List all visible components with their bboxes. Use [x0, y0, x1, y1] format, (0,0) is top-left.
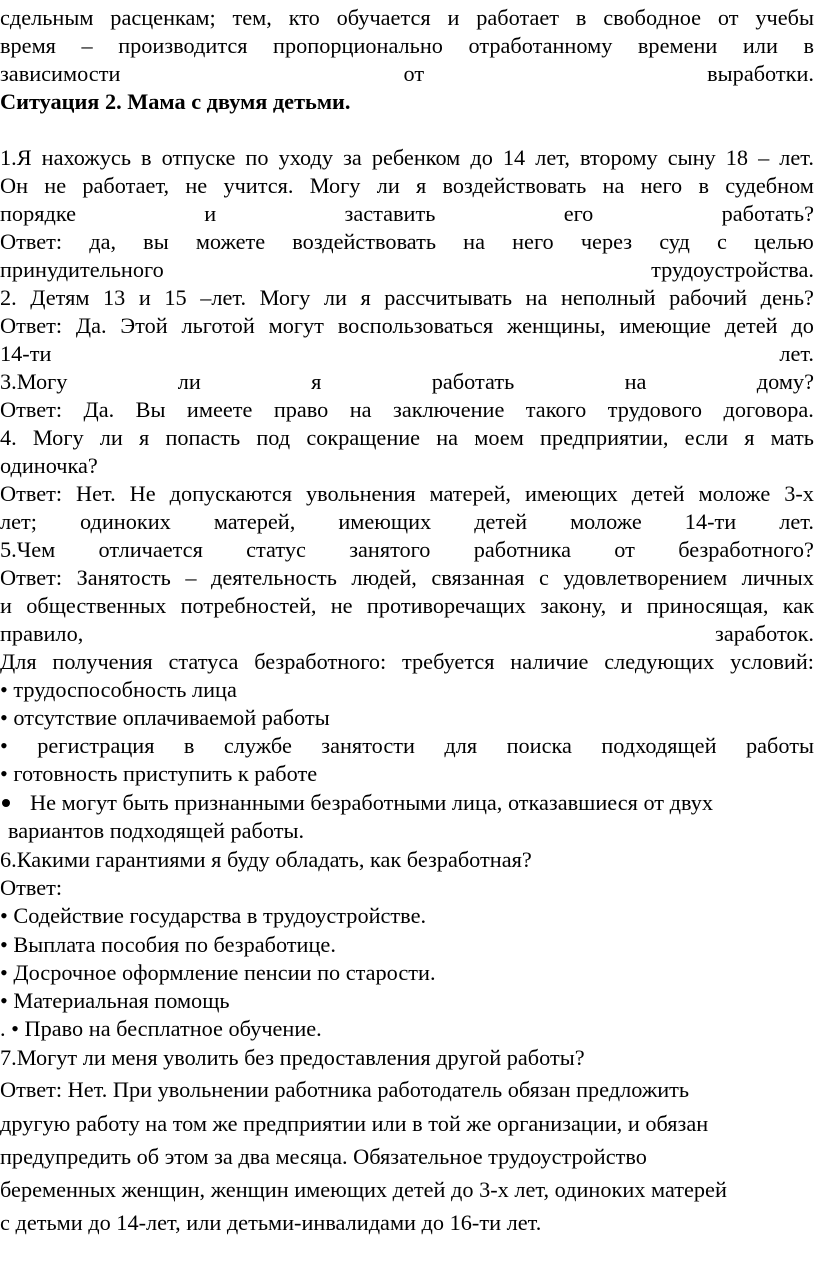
- text-line: вариантов подходящей работы.: [8, 818, 305, 843]
- text-line: 6.Какими гарантиями я буду обладать, как безработная?: [0, 847, 532, 872]
- text-line: • готовность приступить к работе: [0, 761, 318, 786]
- text-line: Ответ: Нет. Не допускаются увольнения матерей, имеющих детей моложе 3-х: [0, 481, 814, 506]
- text-line: 1.Я нахожусь в отпуске по уходу за ребенком до 14 лет, второму сыну 18 – лет.: [0, 145, 814, 170]
- text-line: 14-ти лет.: [0, 341, 814, 366]
- text-line: принудительного трудоустройства.: [0, 257, 814, 282]
- text-line: • Содействие государства в трудоустройстве.: [0, 903, 427, 928]
- bullet-icon: [2, 799, 10, 807]
- text-line: 4. Могу ли я попасть под сокращение на моем предприятии, если я мать: [0, 425, 814, 450]
- text-line: беременных женщин, женщин имеющих детей до 3-х лет, одиноких матерей: [0, 1177, 727, 1202]
- text-line: Не могут быть признанными безработными лица, отказавшиеся от двух: [30, 790, 714, 815]
- text-line: • трудоспособность лица: [0, 677, 237, 702]
- text-line: предупредить об этом за два месяца. Обязательное трудоустройство: [0, 1144, 647, 1169]
- text-line: время – производится пропорционально отработанному времени или в: [0, 33, 814, 58]
- text-line: Ответ:: [0, 875, 63, 900]
- text-line: Ответ: Да. Вы имеете право на заключение такого трудового договора.: [0, 397, 814, 422]
- text-line: 5.Чем отличается статус занятого работника от безработного?: [0, 537, 814, 562]
- text-line: • Выплата пособия по безработице.: [0, 932, 336, 957]
- text-line: одиночка?: [0, 453, 98, 478]
- text-line: с детьми до 14-лет, или детьми-инвалидами до 16-ти лет.: [0, 1210, 542, 1235]
- text-line: 2. Детям 13 и 15 –лет. Могу ли я рассчитывать на неполный рабочий день?: [0, 285, 814, 310]
- text-line: правило, заработок.: [0, 621, 814, 646]
- text-line: • Досрочное оформление пенсии по старости.: [0, 960, 436, 985]
- text-line: порядке и заставить его работать?: [0, 201, 814, 226]
- text-line: зависимости от выработки.: [0, 61, 814, 86]
- text-line: • регистрация в службе занятости для поиска подходящей работы: [0, 733, 814, 758]
- text-line: и общественных потребностей, не противоречащих закону, и приносящая, как: [0, 593, 814, 618]
- section-heading: Ситуация 2. Мама с двумя детьми.: [0, 89, 351, 114]
- text-line: . • Право на бесплатное обучение.: [0, 1016, 322, 1041]
- text-line: Ответ: Да. Этой льготой могут воспользоваться женщины, имеющие детей до: [0, 313, 814, 338]
- text-line: лет; одиноких матерей, имеющих детей моложе 14-ти лет.: [0, 509, 814, 534]
- text-line: 7.Могут ли меня уволить без предоставления другой работы?: [0, 1045, 585, 1070]
- text-line: сдельным расценкам; тем, кто обучается и работает в свободное от учебы: [0, 5, 814, 30]
- text-line: 3.Могу ли я работать на дому?: [0, 369, 814, 394]
- text-line: Для получения статуса безработного: требуется наличие следующих условий:: [0, 649, 814, 674]
- text-line: Ответ: Нет. При увольнении работника работодатель обязан предложить: [0, 1077, 690, 1102]
- text-line: другую работу на том же предприятии или в той же организации, и обязан: [0, 1111, 709, 1136]
- text-line: Он не работает, не учится. Могу ли я воздействовать на него в судебном: [0, 173, 814, 198]
- text-line: Ответ: да, вы можете воздействовать на него через суд с целью: [0, 229, 814, 254]
- text-line: • Материальная помощь: [0, 988, 230, 1013]
- text-line: Ответ: Занятость – деятельность людей, связанная с удовлетворением личных: [0, 565, 814, 590]
- text-line: • отсутствие оплачиваемой работы: [0, 705, 330, 730]
